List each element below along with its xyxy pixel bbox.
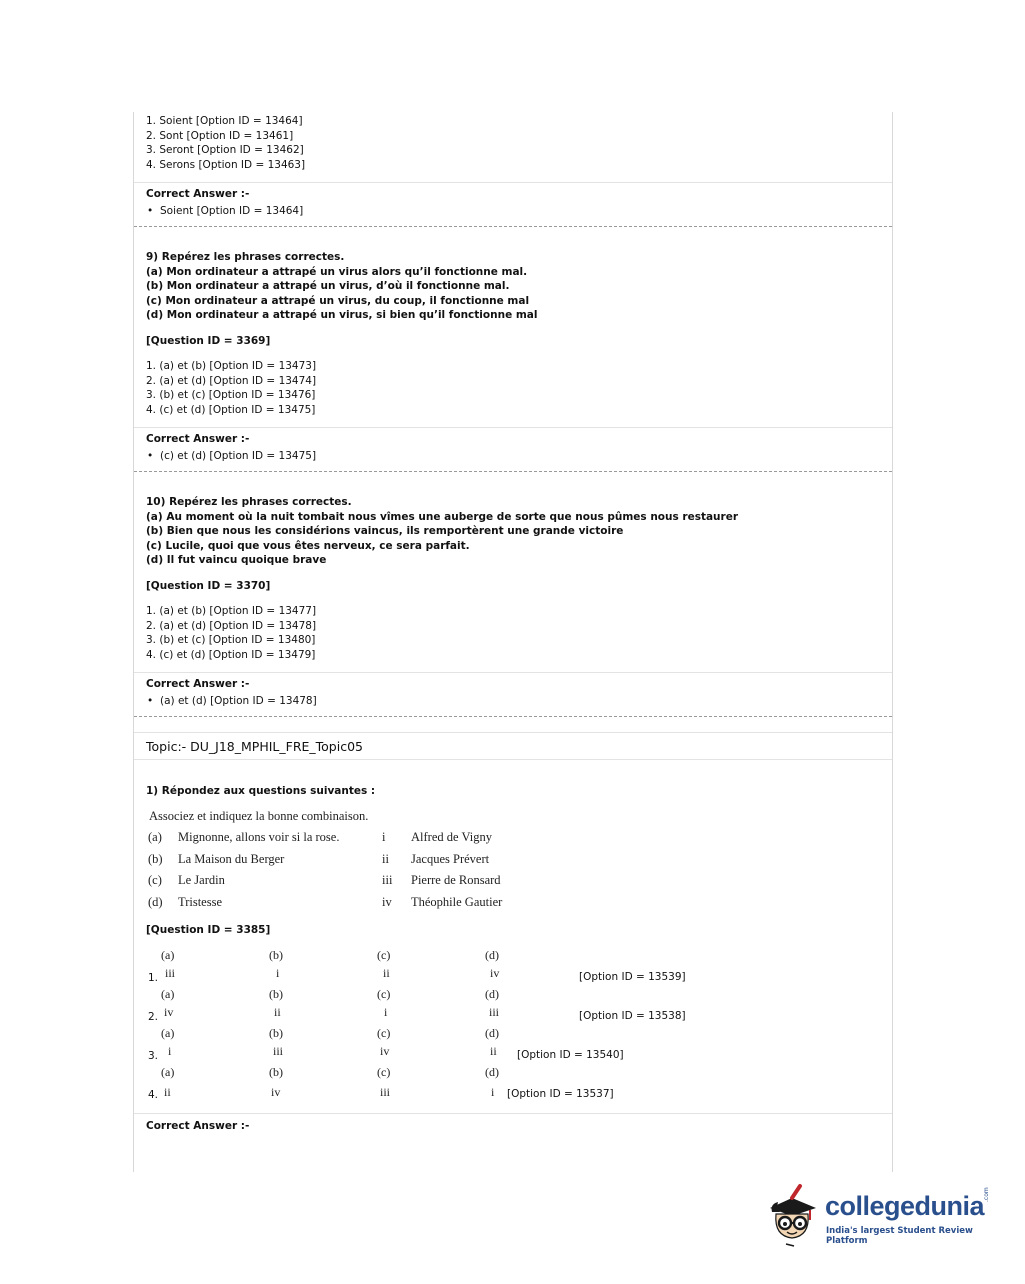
option-value: iii	[380, 1085, 391, 1099]
option-value: iii	[165, 966, 176, 980]
q9-stem	[146, 250, 537, 323]
row-left: Tristesse	[178, 894, 222, 909]
option-line: 4. (c) et (d) [Option ID = 13475]	[146, 403, 316, 416]
question-separator	[134, 471, 892, 472]
topic-heading: Topic:- DU_J18_MPHIL_FRE_Topic05	[146, 739, 363, 754]
option-value: ii	[490, 1044, 497, 1058]
q10-stem	[146, 495, 738, 568]
question-id: [Question ID = 3385]	[146, 924, 271, 936]
matching-row	[148, 830, 502, 852]
option-line: 3. (b) et (c) [Option ID = 13480]	[146, 634, 316, 647]
col-header: (a)	[161, 1065, 175, 1079]
col-header: (c)	[377, 987, 391, 1001]
matching-row	[148, 873, 502, 895]
stem-line: (d) Il fut vaincu quoique brave	[146, 554, 327, 567]
divider	[134, 1113, 892, 1114]
option-number: 3.	[148, 1050, 159, 1062]
correct-answer-label: Correct Answer :-	[146, 433, 250, 445]
logo-tagline: India's largest Student Review Platform	[826, 1226, 973, 1246]
stem-line: (b) Bien que nous les considérions vaincus, ils remportèrent une grande victoire	[146, 525, 624, 538]
col-header: (d)	[485, 1026, 499, 1040]
correct-answer: • (a) et (d) [Option ID = 13478]	[146, 694, 317, 709]
col-header: (c)	[377, 948, 391, 962]
option-value: i	[491, 1085, 495, 1099]
q8-options	[146, 114, 305, 172]
option-id: [Option ID = 13537]	[507, 1088, 614, 1100]
logo-dotcom: .com	[983, 1187, 990, 1202]
option-line: 2. (a) et (d) [Option ID = 13478]	[146, 619, 317, 632]
logo-wordmark: collegedunia	[825, 1191, 985, 1221]
option-number: 2.	[148, 1011, 159, 1023]
option-line: 2. Sont [Option ID = 13461]	[146, 129, 294, 142]
col-header: (d)	[485, 1065, 499, 1079]
q10-options	[146, 604, 316, 662]
option-value: ii	[383, 966, 390, 980]
q9-answer	[146, 432, 316, 463]
row-right: Théophile Gautier	[411, 894, 503, 909]
correct-answer-label: Correct Answer :-	[146, 1120, 250, 1132]
col-header: (a)	[161, 948, 175, 962]
row-key: (c)	[148, 873, 162, 887]
option-value: iii	[273, 1044, 284, 1058]
option-value: iv	[380, 1044, 390, 1058]
row-numeral: iv	[382, 894, 392, 909]
col-header: (b)	[269, 948, 283, 962]
option-line: 1. (a) et (b) [Option ID = 13473]	[146, 360, 317, 372]
col-header: (a)	[161, 1026, 175, 1040]
question-title: 1) Répondez aux questions suivantes :	[146, 785, 376, 797]
option-value: i	[276, 966, 280, 980]
divider	[134, 427, 892, 428]
stem-line: (c) Mon ordinateur a attrapé un virus, du coup, il fonctionne mal	[146, 294, 530, 307]
option-line: 2. (a) et (d) [Option ID = 13474]	[146, 374, 317, 387]
correct-answer: • (c) et (d) [Option ID = 13475]	[146, 449, 316, 464]
option-line: 4. Serons [Option ID = 13463]	[146, 158, 306, 171]
divider	[134, 732, 892, 733]
stem-line: (a) Mon ordinateur a attrapé un virus alors qu’il fonctionne mal.	[146, 265, 528, 278]
q9-options	[146, 359, 316, 417]
divider	[134, 672, 892, 673]
col-header: (b)	[269, 987, 283, 1001]
exam-sheet	[133, 112, 893, 1172]
stem-line: (c) Lucile, quoi que vous êtes nerveux, ce sera parfait.	[146, 539, 470, 552]
option-value: ii	[274, 1005, 281, 1019]
question-title: 10) Repérez les phrases correctes.	[146, 496, 352, 508]
stem-line: (a) Au moment où la nuit tombait nous vîmes une auberge de sorte que nous pûmes nous restaurer	[146, 510, 738, 523]
option-value: iii	[489, 1005, 500, 1019]
correct-answer: • Soient [Option ID = 13464]	[146, 204, 303, 219]
option-line: 4. (c) et (d) [Option ID = 13479]	[146, 648, 316, 661]
row-right: Jacques Prévert	[411, 851, 490, 866]
row-key: (d)	[148, 894, 163, 909]
question-id: [Question ID = 3369]	[146, 335, 271, 347]
col-header: (c)	[377, 1026, 391, 1040]
mascot-icon	[766, 1178, 824, 1248]
row-right: Pierre de Ronsard	[411, 873, 501, 887]
row-numeral: iii	[382, 873, 393, 887]
option-value: iv	[271, 1085, 281, 1099]
option-value: i	[168, 1044, 172, 1058]
option-number: 4.	[148, 1089, 159, 1101]
option-number: 1.	[148, 972, 159, 984]
correct-answer-label: Correct Answer :-	[146, 678, 250, 690]
option-line: 1. Soient [Option ID = 13464]	[146, 115, 303, 127]
col-header: (c)	[377, 1065, 391, 1079]
question-title: 9) Repérez les phrases correctes.	[146, 251, 345, 263]
row-key: (b)	[148, 851, 163, 866]
row-key: (a)	[148, 830, 162, 844]
option-id: [Option ID = 13540]	[517, 1049, 624, 1061]
row-left: Le Jardin	[178, 873, 225, 887]
option-value: i	[384, 1005, 388, 1019]
option-id: [Option ID = 13538]	[579, 1010, 686, 1022]
question-id: [Question ID = 3370]	[146, 580, 271, 592]
matching-row	[148, 852, 502, 874]
question-separator	[134, 716, 892, 717]
q8-answer	[146, 187, 303, 218]
col-header: (a)	[161, 987, 175, 1001]
question-separator	[134, 226, 892, 227]
row-right: Alfred de Vigny	[411, 830, 492, 844]
q10-answer	[146, 677, 317, 708]
col-header: (d)	[485, 948, 499, 962]
option-value: ii	[164, 1085, 171, 1099]
matching-row	[148, 895, 502, 917]
col-header: (d)	[485, 987, 499, 1001]
option-id: [Option ID = 13539]	[579, 971, 686, 983]
col-header: (b)	[269, 1065, 283, 1079]
option-line: 1. (a) et (b) [Option ID = 13477]	[146, 605, 317, 617]
divider	[134, 182, 892, 183]
divider	[134, 759, 892, 760]
row-numeral: ii	[382, 851, 389, 866]
option-value: iv	[164, 1005, 174, 1019]
option-grid	[134, 946, 734, 1106]
option-line: 3. Seront [Option ID = 13462]	[146, 144, 304, 157]
collegedunia-logo	[766, 1178, 1006, 1248]
option-value: iv	[490, 966, 500, 980]
instruction: Associez et indiquez la bonne combinaison.	[149, 809, 369, 823]
row-left: La Maison du Berger	[178, 851, 285, 866]
col-header: (b)	[269, 1026, 283, 1040]
stem-line: (b) Mon ordinateur a attrapé un virus, d’où il fonctionne mal.	[146, 280, 510, 293]
row-left: Mignonne, allons voir si la rose.	[178, 830, 340, 844]
matching-table	[148, 830, 502, 916]
row-numeral: i	[382, 830, 386, 844]
correct-answer-label: Correct Answer :-	[146, 188, 250, 200]
stem-line: (d) Mon ordinateur a attrapé un virus, si bien qu’il fonctionne mal	[146, 309, 538, 322]
option-line: 3. (b) et (c) [Option ID = 13476]	[146, 389, 316, 402]
